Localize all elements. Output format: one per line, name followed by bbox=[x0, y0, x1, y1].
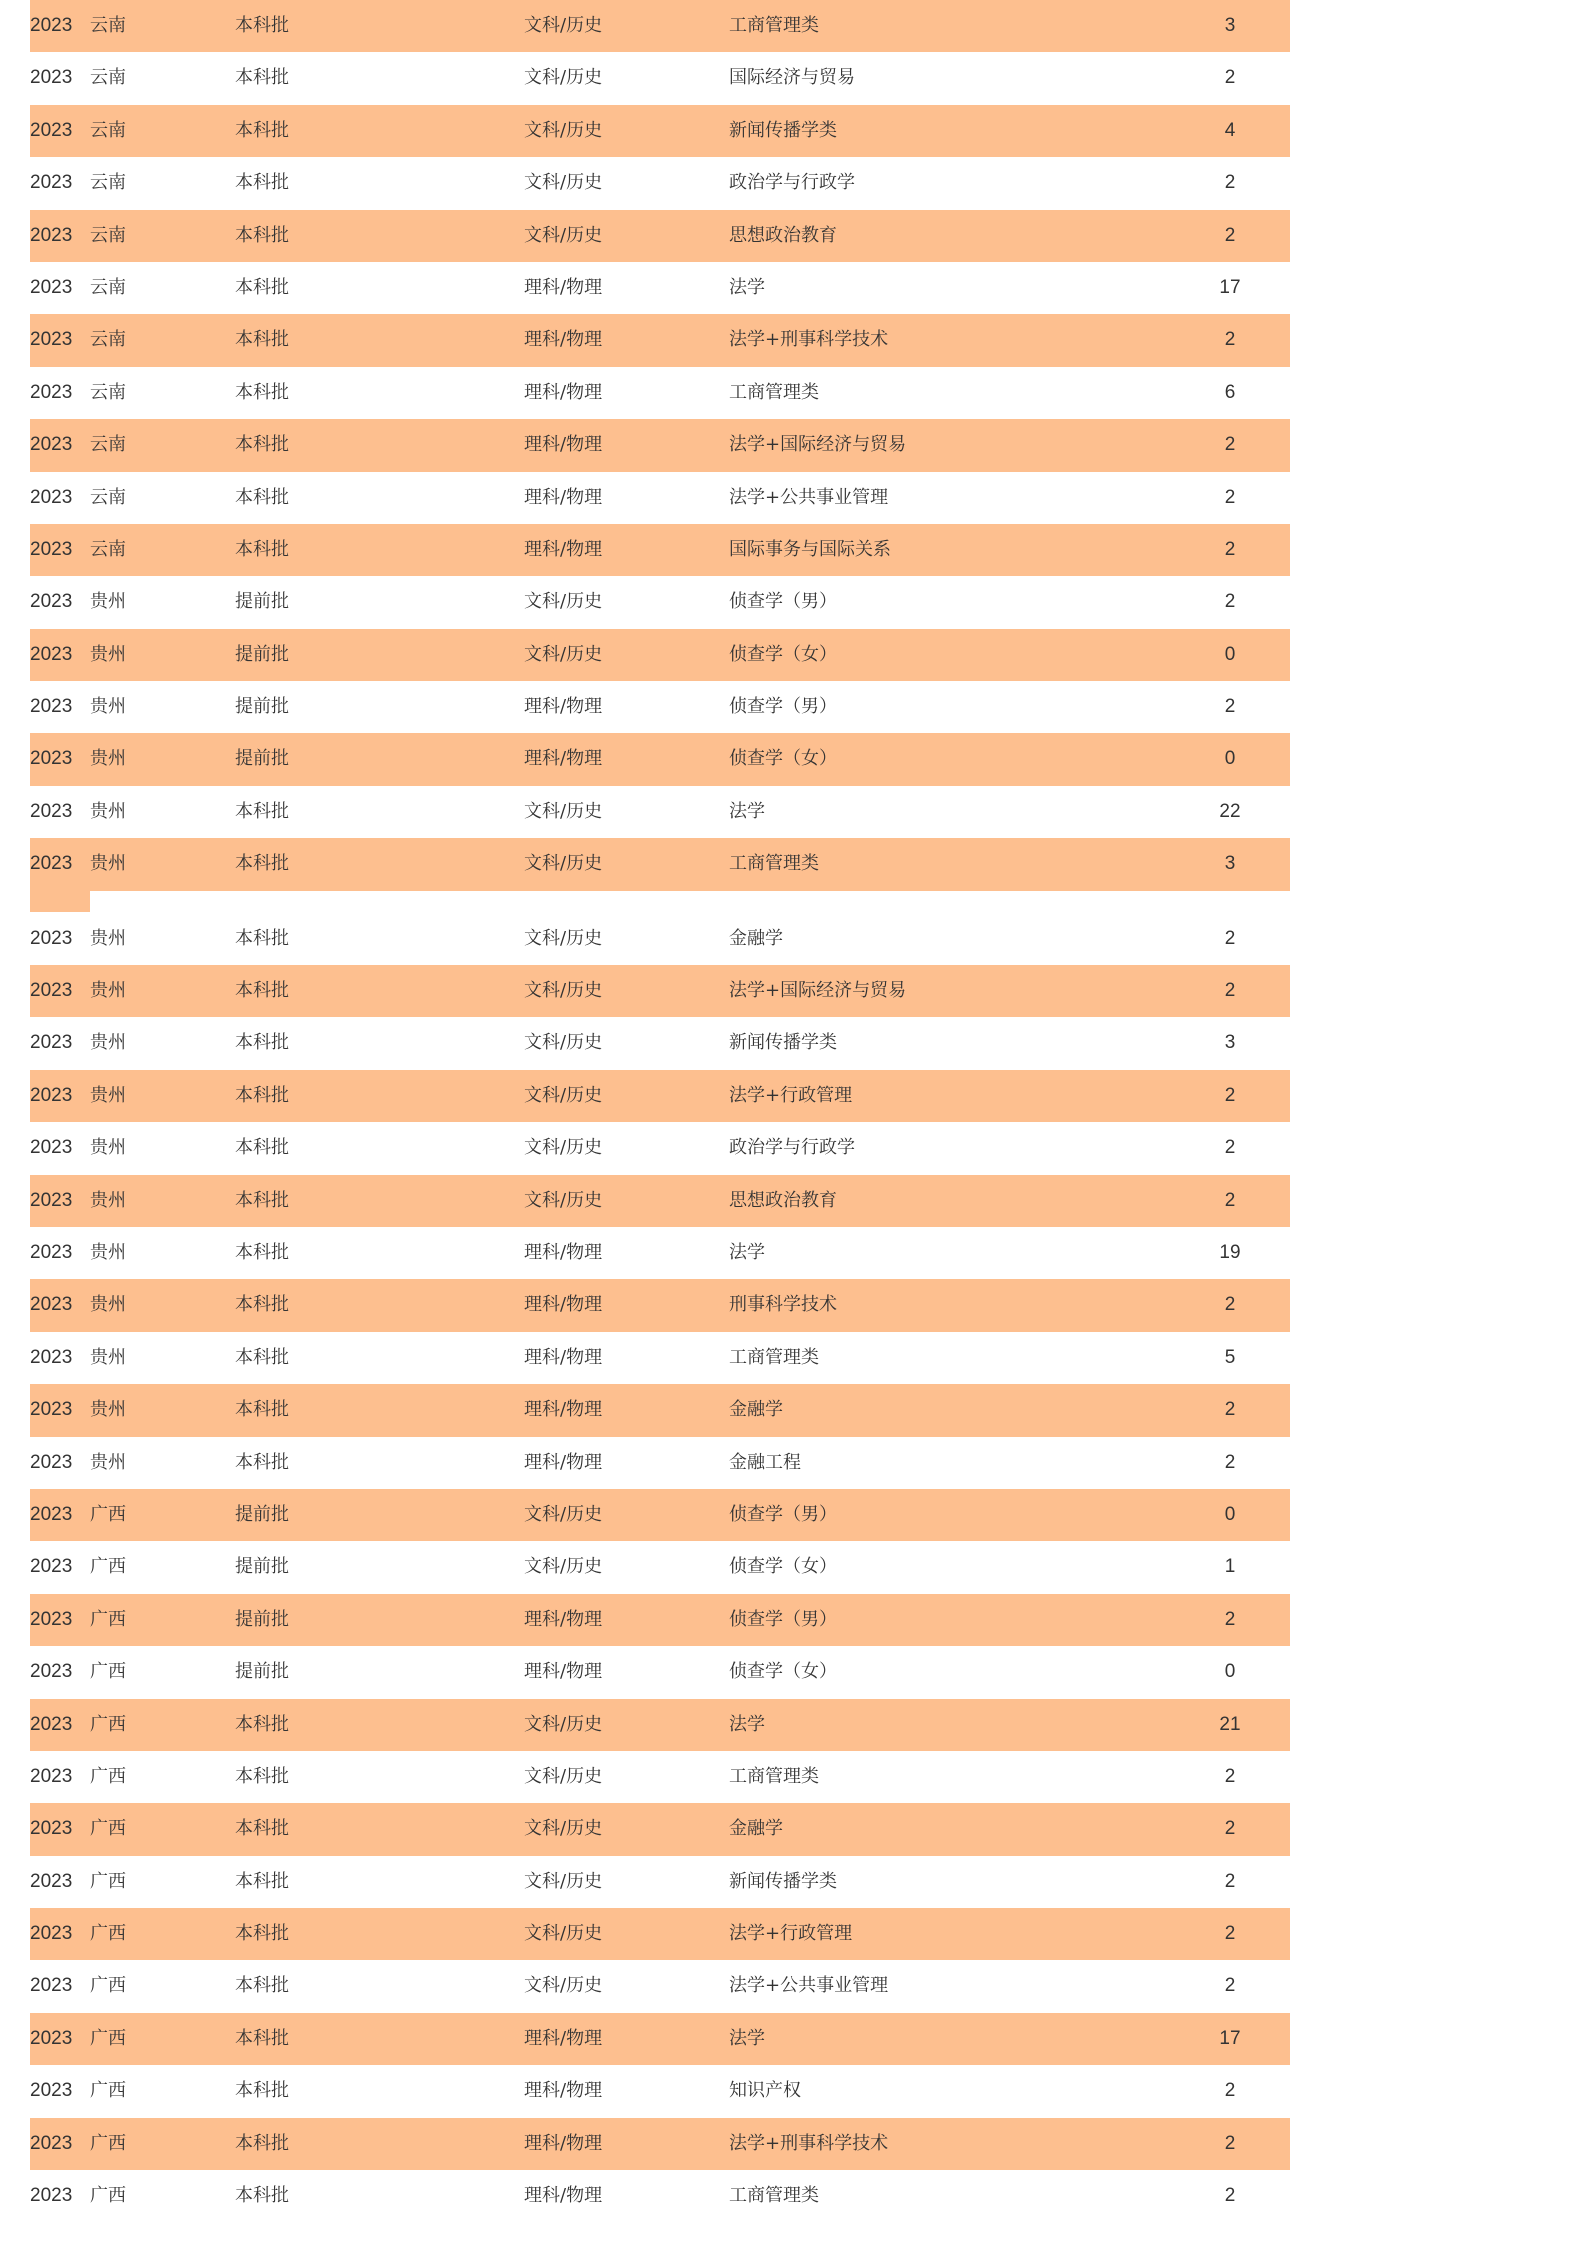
province-cell: 贵州 bbox=[90, 927, 126, 949]
category-cell: 文科/历史 bbox=[524, 853, 603, 875]
table-row bbox=[30, 576, 1290, 628]
table-row bbox=[30, 838, 1290, 890]
table-row bbox=[30, 1437, 1290, 1489]
batch-cell: 本科批 bbox=[235, 1294, 289, 1316]
table-row bbox=[30, 1279, 1290, 1331]
category-cell: 理科/物理 bbox=[524, 748, 603, 770]
category-cell: 理科/物理 bbox=[524, 1399, 603, 1421]
province-cell: 云南 bbox=[90, 538, 126, 560]
batch-cell: 提前批 bbox=[235, 1556, 289, 1578]
category-cell: 文科/历史 bbox=[524, 927, 603, 949]
table-row bbox=[30, 629, 1290, 681]
major-cell: 工商管理类 bbox=[729, 1765, 819, 1787]
batch-cell: 本科批 bbox=[235, 1189, 289, 1211]
province-cell: 云南 bbox=[90, 381, 126, 403]
major-cell: 工商管理类 bbox=[729, 1346, 819, 1368]
major-cell: 国际经济与贸易 bbox=[729, 67, 855, 89]
major-cell: 工商管理类 bbox=[729, 2185, 819, 2207]
province-cell: 云南 bbox=[90, 67, 126, 89]
major-cell: 政治学与行政学 bbox=[729, 1137, 855, 1159]
category-cell: 理科/物理 bbox=[524, 329, 603, 351]
batch-cell: 提前批 bbox=[235, 696, 289, 718]
major-cell: 思想政治教育 bbox=[729, 1189, 837, 1211]
batch-cell: 本科批 bbox=[235, 1084, 289, 1106]
batch-cell: 本科批 bbox=[235, 927, 289, 949]
category-cell: 理科/物理 bbox=[524, 2132, 603, 2154]
year-cell: 2023 bbox=[30, 119, 73, 141]
table-row bbox=[30, 1122, 1290, 1174]
major-cell: 法学 bbox=[729, 1713, 765, 1735]
table-row bbox=[30, 367, 1290, 419]
table-row bbox=[30, 1908, 1290, 1960]
table-row bbox=[30, 681, 1290, 733]
major-cell: 金融学 bbox=[729, 1818, 783, 1840]
batch-cell: 本科批 bbox=[235, 1032, 289, 1054]
count-cell: 2 bbox=[1224, 67, 1236, 89]
major-cell: 侦查学（女） bbox=[729, 1556, 837, 1578]
category-cell: 理科/物理 bbox=[524, 538, 603, 560]
province-cell: 贵州 bbox=[90, 643, 126, 665]
count-cell: 4 bbox=[1224, 119, 1236, 141]
count-cell: 2 bbox=[1224, 1765, 1236, 1787]
table-row bbox=[30, 1960, 1290, 2012]
category-cell: 理科/物理 bbox=[524, 1661, 603, 1683]
major-cell: 政治学与行政学 bbox=[729, 172, 855, 194]
batch-cell: 本科批 bbox=[235, 434, 289, 456]
table-row bbox=[30, 1489, 1290, 1541]
batch-cell: 提前批 bbox=[235, 1503, 289, 1525]
year-cell: 2023 bbox=[30, 1713, 73, 1735]
major-cell: 思想政治教育 bbox=[729, 224, 837, 246]
year-cell: 2023 bbox=[30, 2185, 73, 2207]
count-cell: 2 bbox=[1224, 927, 1236, 949]
year-cell: 2023 bbox=[30, 1765, 73, 1787]
count-cell: 5 bbox=[1224, 1346, 1236, 1368]
row-overflow-shade bbox=[30, 890, 90, 912]
category-cell: 文科/历史 bbox=[524, 1870, 603, 1892]
province-cell: 广西 bbox=[90, 1608, 126, 1630]
category-cell: 文科/历史 bbox=[524, 1137, 603, 1159]
province-cell: 贵州 bbox=[90, 1399, 126, 1421]
batch-cell: 本科批 bbox=[235, 2027, 289, 2049]
count-cell: 2 bbox=[1224, 980, 1236, 1002]
major-cell: 侦查学（女） bbox=[729, 1661, 837, 1683]
table-row bbox=[30, 1384, 1290, 1436]
count-cell: 3 bbox=[1224, 15, 1236, 36]
province-cell: 贵州 bbox=[90, 1241, 126, 1263]
year-cell: 2023 bbox=[30, 276, 73, 298]
batch-cell: 本科批 bbox=[235, 2132, 289, 2154]
category-cell: 文科/历史 bbox=[524, 980, 603, 1002]
category-cell: 文科/历史 bbox=[524, 1818, 603, 1840]
year-cell: 2023 bbox=[30, 2080, 73, 2102]
count-cell: 2 bbox=[1224, 1818, 1236, 1840]
count-cell: 22 bbox=[1219, 800, 1241, 822]
year-cell: 2023 bbox=[30, 329, 73, 351]
category-cell: 文科/历史 bbox=[524, 172, 603, 194]
batch-cell: 本科批 bbox=[235, 15, 289, 36]
count-cell: 2 bbox=[1224, 2185, 1236, 2207]
category-cell: 理科/物理 bbox=[524, 276, 603, 298]
major-cell: 侦查学（男） bbox=[729, 1608, 837, 1630]
batch-cell: 本科批 bbox=[235, 381, 289, 403]
category-cell: 文科/历史 bbox=[524, 1503, 603, 1525]
province-cell: 云南 bbox=[90, 172, 126, 194]
batch-cell: 本科批 bbox=[235, 1818, 289, 1840]
province-cell: 贵州 bbox=[90, 696, 126, 718]
count-cell: 2 bbox=[1224, 1189, 1236, 1211]
major-cell: 工商管理类 bbox=[729, 381, 819, 403]
table-row bbox=[30, 524, 1290, 576]
major-cell: 法学 bbox=[729, 1241, 765, 1263]
category-cell: 理科/物理 bbox=[524, 1608, 603, 1630]
batch-cell: 本科批 bbox=[235, 224, 289, 246]
count-cell: 2 bbox=[1224, 2132, 1236, 2154]
batch-cell: 本科批 bbox=[235, 172, 289, 194]
table-row bbox=[30, 1070, 1290, 1122]
batch-cell: 提前批 bbox=[235, 1661, 289, 1683]
count-cell: 2 bbox=[1224, 434, 1236, 456]
count-cell: 2 bbox=[1224, 172, 1236, 194]
batch-cell: 本科批 bbox=[235, 1451, 289, 1473]
batch-cell: 本科批 bbox=[235, 800, 289, 822]
category-cell: 文科/历史 bbox=[524, 1975, 603, 1997]
major-cell: 法学+国际经济与贸易 bbox=[729, 434, 907, 456]
table-row bbox=[30, 965, 1290, 1017]
count-cell: 6 bbox=[1224, 381, 1236, 403]
major-cell: 工商管理类 bbox=[729, 853, 819, 875]
batch-cell: 提前批 bbox=[235, 748, 289, 770]
category-cell: 文科/历史 bbox=[524, 1713, 603, 1735]
batch-cell: 本科批 bbox=[235, 1399, 289, 1421]
table-row bbox=[30, 1751, 1290, 1803]
batch-cell: 本科批 bbox=[235, 853, 289, 875]
province-cell: 广西 bbox=[90, 1661, 126, 1683]
category-cell: 理科/物理 bbox=[524, 1294, 603, 1316]
table-row bbox=[30, 210, 1290, 262]
table-row bbox=[30, 105, 1290, 157]
batch-cell: 提前批 bbox=[235, 643, 289, 665]
count-cell: 2 bbox=[1224, 1608, 1236, 1630]
batch-cell: 本科批 bbox=[235, 67, 289, 89]
year-cell: 2023 bbox=[30, 591, 73, 613]
year-cell: 2023 bbox=[30, 1399, 73, 1421]
category-cell: 文科/历史 bbox=[524, 1556, 603, 1578]
year-cell: 2023 bbox=[30, 381, 73, 403]
major-cell: 侦查学（女） bbox=[729, 643, 837, 665]
year-cell: 2023 bbox=[30, 1032, 73, 1054]
category-cell: 文科/历史 bbox=[524, 119, 603, 141]
table-row bbox=[30, 2013, 1290, 2065]
table-row bbox=[30, 314, 1290, 366]
province-cell: 广西 bbox=[90, 1818, 126, 1840]
table-row bbox=[30, 419, 1290, 471]
batch-cell: 本科批 bbox=[235, 2185, 289, 2207]
major-cell: 侦查学（男） bbox=[729, 696, 837, 718]
count-cell: 2 bbox=[1224, 2080, 1236, 2102]
table-row bbox=[30, 1175, 1290, 1227]
province-cell: 广西 bbox=[90, 2027, 126, 2049]
major-cell: 法学+公共事业管理 bbox=[729, 486, 889, 508]
province-cell: 贵州 bbox=[90, 800, 126, 822]
province-cell: 云南 bbox=[90, 486, 126, 508]
count-cell: 0 bbox=[1224, 1503, 1236, 1525]
batch-cell: 本科批 bbox=[235, 1713, 289, 1735]
batch-cell: 本科批 bbox=[235, 980, 289, 1002]
province-cell: 云南 bbox=[90, 329, 126, 351]
table-row bbox=[30, 913, 1290, 965]
province-cell: 贵州 bbox=[90, 1032, 126, 1054]
category-cell: 理科/物理 bbox=[524, 1451, 603, 1473]
category-cell: 文科/历史 bbox=[524, 1765, 603, 1787]
category-cell: 理科/物理 bbox=[524, 486, 603, 508]
province-cell: 贵州 bbox=[90, 1451, 126, 1473]
count-cell: 2 bbox=[1224, 1870, 1236, 1892]
count-cell: 0 bbox=[1224, 643, 1236, 665]
province-cell: 广西 bbox=[90, 2080, 126, 2102]
year-cell: 2023 bbox=[30, 696, 73, 718]
category-cell: 理科/物理 bbox=[524, 696, 603, 718]
major-cell: 法学+行政管理 bbox=[729, 1084, 853, 1106]
count-cell: 2 bbox=[1224, 1137, 1236, 1159]
table-row bbox=[30, 733, 1290, 785]
province-cell: 广西 bbox=[90, 1923, 126, 1945]
year-cell: 2023 bbox=[30, 1137, 73, 1159]
major-cell: 法学 bbox=[729, 2027, 765, 2049]
province-cell: 贵州 bbox=[90, 1189, 126, 1211]
year-cell: 2023 bbox=[30, 643, 73, 665]
table-row bbox=[30, 52, 1290, 104]
batch-cell: 本科批 bbox=[235, 1975, 289, 1997]
year-cell: 2023 bbox=[30, 224, 73, 246]
year-cell: 2023 bbox=[30, 486, 73, 508]
category-cell: 理科/物理 bbox=[524, 1241, 603, 1263]
batch-cell: 本科批 bbox=[235, 2080, 289, 2102]
year-cell: 2023 bbox=[30, 1503, 73, 1525]
province-cell: 云南 bbox=[90, 119, 126, 141]
category-cell: 理科/物理 bbox=[524, 2027, 603, 2049]
major-cell: 侦查学（男） bbox=[729, 1503, 837, 1525]
count-cell: 0 bbox=[1224, 1661, 1236, 1683]
year-cell: 2023 bbox=[30, 1241, 73, 1263]
major-cell: 新闻传播学类 bbox=[729, 1870, 837, 1892]
year-cell: 2023 bbox=[30, 1189, 73, 1211]
year-cell: 2023 bbox=[30, 1451, 73, 1473]
batch-cell: 本科批 bbox=[235, 1346, 289, 1368]
province-cell: 贵州 bbox=[90, 1084, 126, 1106]
table-row bbox=[30, 2170, 1290, 2222]
table-row bbox=[30, 2065, 1290, 2117]
table-row bbox=[30, 2118, 1290, 2170]
year-cell: 2023 bbox=[30, 1556, 73, 1578]
table-row bbox=[30, 157, 1290, 209]
province-cell: 广西 bbox=[90, 1765, 126, 1787]
batch-cell: 提前批 bbox=[235, 1608, 289, 1630]
count-cell: 21 bbox=[1219, 1713, 1241, 1735]
province-cell: 贵州 bbox=[90, 1137, 126, 1159]
table-row bbox=[30, 1541, 1290, 1593]
count-cell: 2 bbox=[1224, 1923, 1236, 1945]
province-cell: 贵州 bbox=[90, 748, 126, 770]
category-cell: 文科/历史 bbox=[524, 1032, 603, 1054]
count-cell: 2 bbox=[1224, 591, 1236, 613]
province-cell: 云南 bbox=[90, 15, 126, 36]
count-cell: 1 bbox=[1224, 1556, 1236, 1578]
category-cell: 理科/物理 bbox=[524, 1346, 603, 1368]
table-row bbox=[30, 1594, 1290, 1646]
major-cell: 法学+行政管理 bbox=[729, 1923, 853, 1945]
count-cell: 3 bbox=[1224, 1032, 1236, 1054]
major-cell: 金融学 bbox=[729, 1399, 783, 1421]
table-row bbox=[30, 1646, 1290, 1698]
major-cell: 法学+刑事科学技术 bbox=[729, 329, 889, 351]
major-cell: 国际事务与国际关系 bbox=[729, 538, 891, 560]
province-cell: 广西 bbox=[90, 1713, 126, 1735]
table-row bbox=[30, 786, 1290, 838]
province-cell: 贵州 bbox=[90, 853, 126, 875]
category-cell: 文科/历史 bbox=[524, 67, 603, 89]
year-cell: 2023 bbox=[30, 1084, 73, 1106]
province-cell: 云南 bbox=[90, 434, 126, 456]
year-cell: 2023 bbox=[30, 67, 73, 89]
category-cell: 文科/历史 bbox=[524, 1923, 603, 1945]
category-cell: 文科/历史 bbox=[524, 15, 603, 36]
year-cell: 2023 bbox=[30, 172, 73, 194]
major-cell: 法学 bbox=[729, 276, 765, 298]
province-cell: 广西 bbox=[90, 1556, 126, 1578]
province-cell: 广西 bbox=[90, 1870, 126, 1892]
major-cell: 法学+国际经济与贸易 bbox=[729, 980, 907, 1002]
major-cell: 法学+刑事科学技术 bbox=[729, 2132, 889, 2154]
count-cell: 2 bbox=[1224, 1084, 1236, 1106]
table-row bbox=[30, 0, 1290, 52]
year-cell: 2023 bbox=[30, 434, 73, 456]
major-cell: 工商管理类 bbox=[729, 15, 819, 36]
major-cell: 新闻传播学类 bbox=[729, 1032, 837, 1054]
table-row bbox=[30, 1017, 1290, 1069]
batch-cell: 本科批 bbox=[235, 329, 289, 351]
year-cell: 2023 bbox=[30, 1346, 73, 1368]
batch-cell: 本科批 bbox=[235, 119, 289, 141]
year-cell: 2023 bbox=[30, 1818, 73, 1840]
batch-cell: 本科批 bbox=[235, 1241, 289, 1263]
table-row bbox=[30, 472, 1290, 524]
category-cell: 文科/历史 bbox=[524, 800, 603, 822]
category-cell: 理科/物理 bbox=[524, 2080, 603, 2102]
major-cell: 刑事科学技术 bbox=[729, 1294, 837, 1316]
major-cell: 侦查学（女） bbox=[729, 748, 837, 770]
major-cell: 金融学 bbox=[729, 927, 783, 949]
year-cell: 2023 bbox=[30, 15, 73, 36]
category-cell: 文科/历史 bbox=[524, 1189, 603, 1211]
batch-cell: 本科批 bbox=[235, 1923, 289, 1945]
count-cell: 3 bbox=[1224, 853, 1236, 875]
admissions-table bbox=[30, 0, 1290, 2222]
year-cell: 2023 bbox=[30, 1870, 73, 1892]
category-cell: 文科/历史 bbox=[524, 591, 603, 613]
table-row bbox=[30, 1699, 1290, 1751]
count-cell: 17 bbox=[1219, 276, 1241, 298]
province-cell: 贵州 bbox=[90, 1294, 126, 1316]
year-cell: 2023 bbox=[30, 980, 73, 1002]
table-row bbox=[30, 262, 1290, 314]
category-cell: 文科/历史 bbox=[524, 224, 603, 246]
count-cell: 19 bbox=[1219, 1241, 1241, 1263]
batch-cell: 本科批 bbox=[235, 1137, 289, 1159]
count-cell: 2 bbox=[1224, 1294, 1236, 1316]
major-cell: 法学 bbox=[729, 800, 765, 822]
province-cell: 云南 bbox=[90, 276, 126, 298]
year-cell: 2023 bbox=[30, 1661, 73, 1683]
count-cell: 0 bbox=[1224, 748, 1236, 770]
province-cell: 贵州 bbox=[90, 1346, 126, 1368]
province-cell: 贵州 bbox=[90, 591, 126, 613]
year-cell: 2023 bbox=[30, 800, 73, 822]
year-cell: 2023 bbox=[30, 1975, 73, 1997]
count-cell: 2 bbox=[1224, 538, 1236, 560]
table-row bbox=[30, 1227, 1290, 1279]
batch-cell: 本科批 bbox=[235, 538, 289, 560]
batch-cell: 本科批 bbox=[235, 486, 289, 508]
year-cell: 2023 bbox=[30, 1923, 73, 1945]
year-cell: 2023 bbox=[30, 853, 73, 875]
count-cell: 2 bbox=[1224, 224, 1236, 246]
province-cell: 广西 bbox=[90, 1503, 126, 1525]
category-cell: 理科/物理 bbox=[524, 2185, 603, 2207]
category-cell: 文科/历史 bbox=[524, 1084, 603, 1106]
count-cell: 2 bbox=[1224, 1451, 1236, 1473]
count-cell: 2 bbox=[1224, 1975, 1236, 1997]
year-cell: 2023 bbox=[30, 927, 73, 949]
category-cell: 理科/物理 bbox=[524, 381, 603, 403]
major-cell: 新闻传播学类 bbox=[729, 119, 837, 141]
year-cell: 2023 bbox=[30, 2027, 73, 2049]
batch-cell: 本科批 bbox=[235, 1765, 289, 1787]
year-cell: 2023 bbox=[30, 1294, 73, 1316]
category-cell: 文科/历史 bbox=[524, 643, 603, 665]
table-row bbox=[30, 1332, 1290, 1384]
province-cell: 贵州 bbox=[90, 980, 126, 1002]
major-cell: 侦查学（男） bbox=[729, 591, 837, 613]
count-cell: 2 bbox=[1224, 696, 1236, 718]
year-cell: 2023 bbox=[30, 748, 73, 770]
count-cell: 2 bbox=[1224, 486, 1236, 508]
count-cell: 2 bbox=[1224, 329, 1236, 351]
major-cell: 金融工程 bbox=[729, 1451, 801, 1473]
batch-cell: 本科批 bbox=[235, 276, 289, 298]
year-cell: 2023 bbox=[30, 538, 73, 560]
province-cell: 云南 bbox=[90, 224, 126, 246]
year-cell: 2023 bbox=[30, 1608, 73, 1630]
table-row bbox=[30, 1856, 1290, 1908]
province-cell: 广西 bbox=[90, 2132, 126, 2154]
major-cell: 知识产权 bbox=[729, 2080, 801, 2102]
category-cell: 理科/物理 bbox=[524, 434, 603, 456]
batch-cell: 提前批 bbox=[235, 591, 289, 613]
province-cell: 广西 bbox=[90, 2185, 126, 2207]
count-cell: 2 bbox=[1224, 1399, 1236, 1421]
batch-cell: 本科批 bbox=[235, 1870, 289, 1892]
province-cell: 广西 bbox=[90, 1975, 126, 1997]
year-cell: 2023 bbox=[30, 2132, 73, 2154]
count-cell: 17 bbox=[1219, 2027, 1241, 2049]
major-cell: 法学+公共事业管理 bbox=[729, 1975, 889, 1997]
table-row bbox=[30, 1803, 1290, 1855]
